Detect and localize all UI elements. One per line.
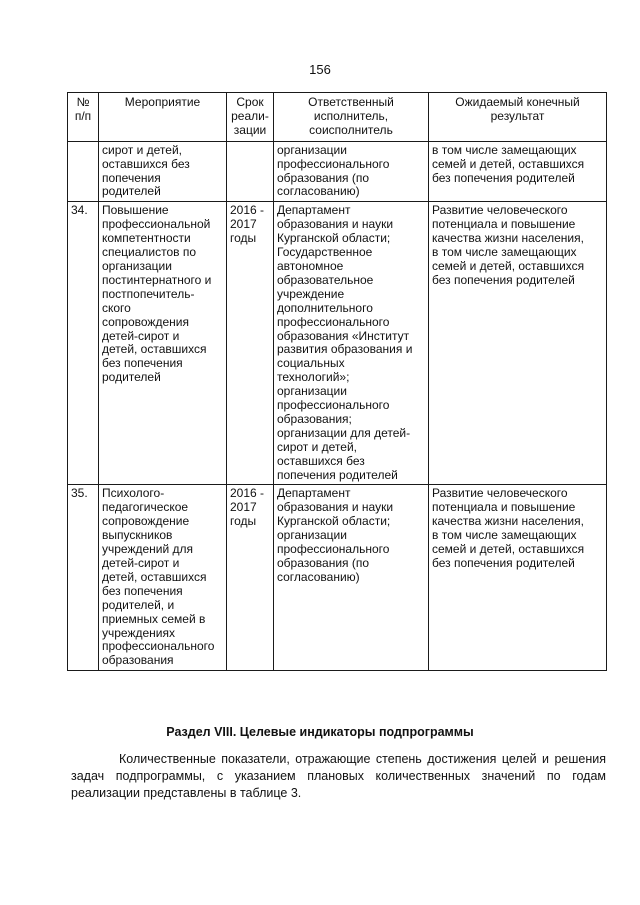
table-row <box>68 202 607 485</box>
row-num: 34. <box>68 202 99 485</box>
section-title: Раздел VIII. Целевые индикаторы подпрограммы <box>166 725 474 739</box>
header-result: Ожидаемый конечный результат <box>429 93 607 142</box>
row-term: 2016 - 2017 годы <box>227 202 274 485</box>
row-term: 2016 - 2017 годы <box>227 485 274 671</box>
header-num: № п/п <box>68 93 99 142</box>
row-result: в том числе замещающих семей и детей, оставшихся без попечения родителей <box>429 141 607 202</box>
table-row <box>68 485 607 671</box>
table-row <box>68 141 607 202</box>
table-header-row <box>68 93 607 142</box>
activities-table <box>67 92 607 671</box>
row-num: 35. <box>68 485 99 671</box>
intro-paragraph: Количественные показатели, отражающие степень достижения целей и решения задач подпрограммы, с указанием плановых количественных значений по годам реализации представлены в таблице 3. <box>71 752 606 800</box>
row-event: сирот и детей, оставшихся без попечения родителей <box>99 141 227 202</box>
row-responsible: Департамент образования и науки Курганской области; Государственное автономное образовательное учреждение дополнительного профессионального образования «Институт развития образования и социальных технологий»; организации профессионального образования; организации для детей- сирот и детей, оставшихся без попечения родителей <box>274 202 429 485</box>
row-result: Развитие человеческого потенциала и повышение качества жизни населения, в том числе замещающих семей и детей, оставшихся без попечения родителей <box>429 202 607 485</box>
row-event: Психолого- педагогическое сопровождение выпускников учреждений для детей-сирот и детей, оставшихся без попечения родителей, и приемных семей в учреждениях профессионального образования <box>99 485 227 671</box>
row-result: Развитие человеческого потенциала и повышение качества жизни населения, в том числе замещающих семей и детей, оставшихся без попечения родителей <box>429 485 607 671</box>
row-event: Повышение профессиональной компетентности специалистов по организации постинтернатного и постпопечитель- ского сопровождения детей-сирот и детей, оставшихся без попечения родителей <box>99 202 227 485</box>
page-number: 156 <box>309 62 331 77</box>
row-responsible: организации профессионального образования (по согласованию) <box>274 141 429 202</box>
header-responsible: Ответственный исполнитель, соисполнитель <box>274 93 429 142</box>
row-responsible: Департамент образования и науки Курганской области; организации профессионального образования (по согласованию) <box>274 485 429 671</box>
row-term <box>227 141 274 202</box>
header-event: Мероприятие <box>99 93 227 142</box>
row-num <box>68 141 99 202</box>
header-term: Срок реали- зации <box>227 93 274 142</box>
